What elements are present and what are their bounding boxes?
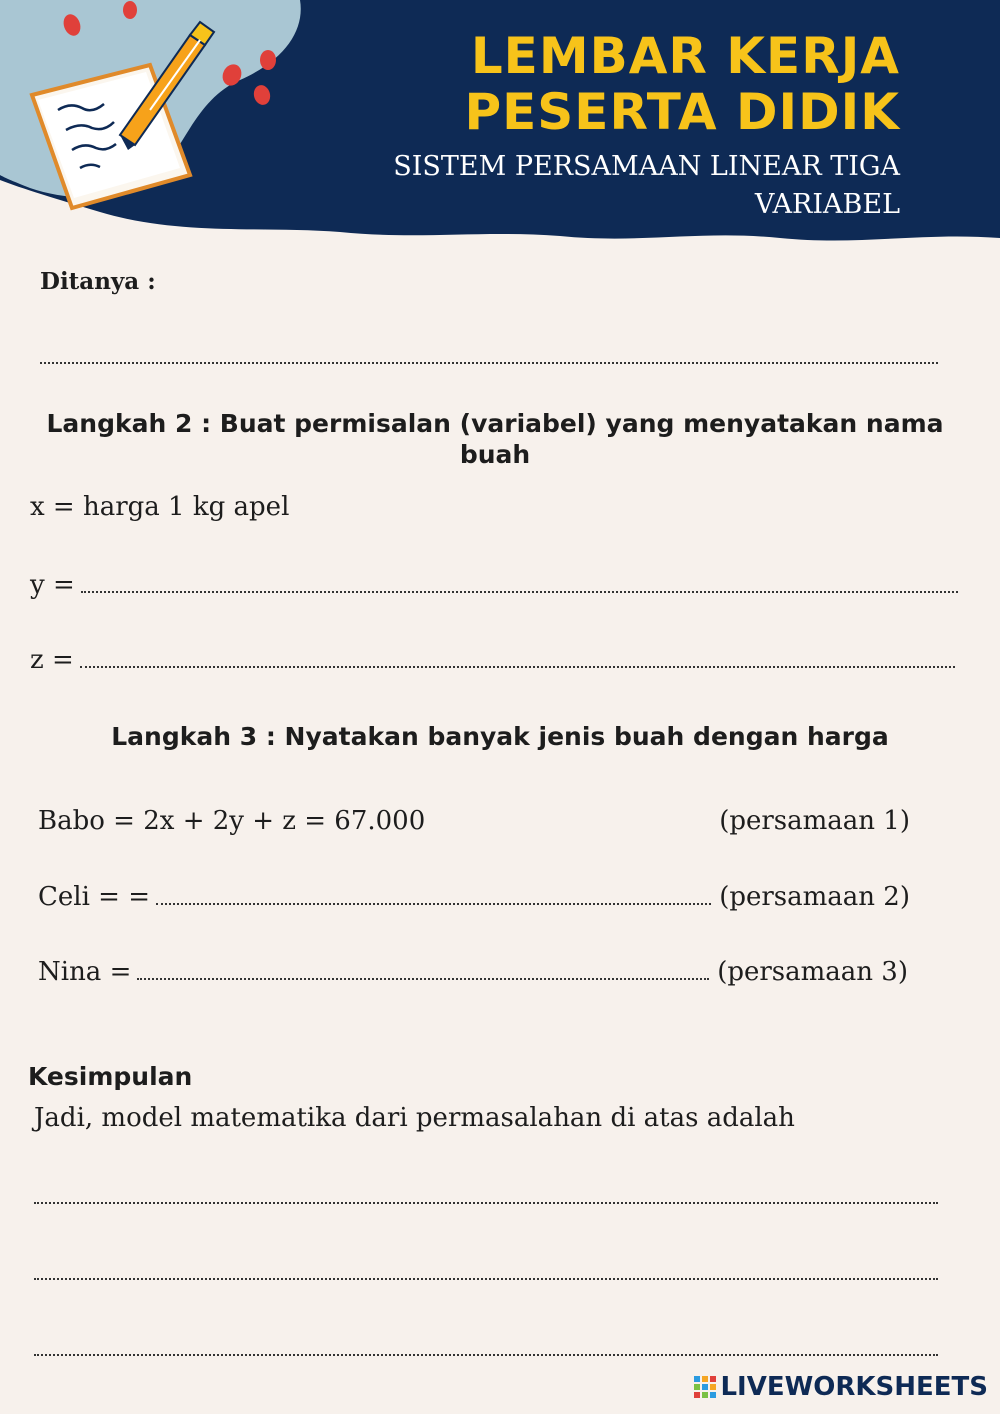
step2-heading: Langkah 2 : Buat permisalan (variabel) yang menyatakan nama buah xyxy=(46,409,944,469)
ditanya-answer-line[interactable] xyxy=(40,362,938,364)
conclusion-label: Kesimpulan xyxy=(28,1062,193,1091)
conclusion-answer-line-2[interactable] xyxy=(34,1278,938,1280)
title-line-2: PESERTA DIDIK xyxy=(464,83,900,141)
title-line-1: LEMBAR KERJA xyxy=(470,27,900,85)
liveworksheets-watermark xyxy=(694,1372,988,1402)
subtitle: SISTEM PERSAMAAN LINEAR TIGA VARIABEL xyxy=(393,151,900,220)
equation-2-row xyxy=(38,882,910,912)
z-definition-row xyxy=(30,645,955,675)
equation-1-tag: (persamaan 1) xyxy=(719,806,910,836)
conclusion-answer-line-1[interactable] xyxy=(34,1202,938,1204)
y-answer-line[interactable] xyxy=(81,591,958,593)
equation-2-answer-line[interactable] xyxy=(156,903,711,905)
equation-3-answer-line[interactable] xyxy=(137,978,709,980)
z-label: z = xyxy=(30,645,74,675)
equation-3-row xyxy=(38,957,908,987)
x-definition: x = harga 1 kg apel xyxy=(30,492,290,522)
conclusion-answer-line-3[interactable] xyxy=(34,1354,938,1356)
watermark-text: LIVEWORKSHEETS xyxy=(720,1372,988,1402)
y-definition-row xyxy=(30,570,958,600)
step3-heading: Langkah 3 : Nyatakan banyak jenis buah dengan harga xyxy=(111,722,889,751)
z-answer-line[interactable] xyxy=(80,666,955,668)
equation-1: Babo = 2x + 2y + z = 67.000 xyxy=(38,806,426,836)
conclusion-text: Jadi, model matematika dari permasalahan di atas adalah xyxy=(34,1103,795,1133)
y-label: y = xyxy=(30,570,75,600)
equation-2-tag: (persamaan 2) xyxy=(719,882,910,912)
equation-3-label: Nina = xyxy=(38,957,132,987)
ditanya-label: Ditanya : xyxy=(40,268,156,295)
liveworksheets-logo-icon xyxy=(694,1376,716,1398)
equation-2-label: Celi = = xyxy=(38,882,151,912)
equation-3-tag: (persamaan 3) xyxy=(717,957,908,987)
